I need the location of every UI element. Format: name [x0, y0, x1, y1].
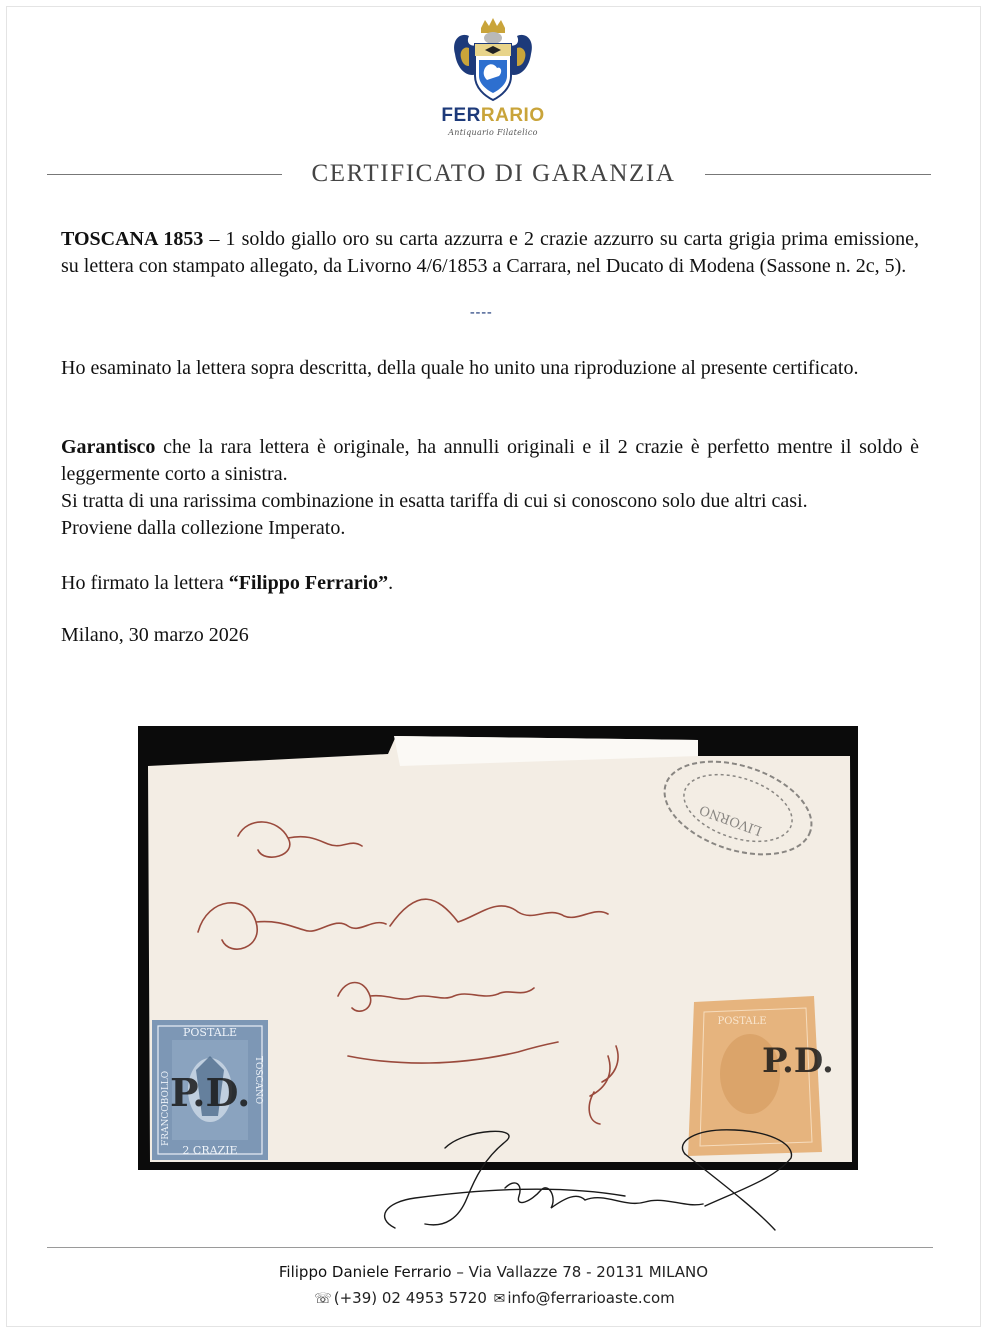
brand-name [393, 104, 593, 128]
item-description-text: – 1 soldo giallo oro su carta azzurra e 2 crazie azzurro su carta grigia prima emissione, su lettera con stampato allegato, da Livorno 4/6/1853 a Carrara, nel Ducato di Modena (Sassone n. 2c, 5). [61, 228, 920, 277]
blue-stamp-left-text: FRANCOBOLLO [161, 1070, 171, 1146]
mail-icon: ✉ [493, 1291, 506, 1307]
footer-dash: – [451, 1263, 469, 1281]
guarantee-text: che la rara lettera è originale, ha annulli originali e il 2 crazie è perfetto mentre il soldo è leggermente corto a sinistra. [61, 436, 919, 485]
footer-address-line [0, 1263, 987, 1281]
guarantee-line [61, 434, 919, 488]
brand-tagline: Antiquario Filatelico [448, 128, 538, 137]
footer-phone: (+39) 02 4953 5720 [333, 1289, 487, 1307]
guarantee-lead: Garantisco [61, 436, 156, 458]
footer-contact-line [0, 1289, 987, 1307]
certificate-title: CERTIFICATO DI GARANZIA [311, 160, 676, 187]
blue-stamp-top-text: POSTALE [183, 1026, 237, 1039]
rarity-line: Si tratta di una rarissima combinazione in esatta tariffa di cui si conoscono solo due altri casi. [61, 490, 808, 512]
letter-photo [138, 726, 858, 1170]
yellow-stamp-cancel: P.D. [762, 1041, 834, 1081]
footer-email: info@ferrarioaste.com [507, 1289, 675, 1307]
item-description [61, 226, 919, 280]
footer-address: Via Vallazze 78 - 20131 MILANO [468, 1263, 709, 1281]
blue-stamp-cancel: P.D. [170, 1070, 251, 1115]
phone-icon: ☏ [314, 1291, 332, 1307]
item-description-lead: TOSCANA 1853 [61, 228, 204, 250]
postmark-text: LIVORNO [697, 801, 765, 838]
footer-rule [47, 1247, 933, 1248]
title-rule-right [705, 174, 931, 175]
examination-statement: Ho esaminato la lettera sopra descritta, della quale ho unito una riproduzione al presente certificato. [61, 357, 859, 379]
signed-end: . [388, 572, 394, 594]
blue-stamp-bottom-text: 2 CRAZIE [182, 1144, 238, 1157]
brand-name-part1: FER [441, 105, 481, 126]
guarantee-statement [61, 434, 919, 542]
place-date: Milano, 30 marzo 2026 [61, 624, 249, 646]
ferrario-crest-logo [447, 14, 539, 106]
letter-photo-drawing [138, 726, 858, 1170]
signature-statement [61, 570, 919, 597]
brand-name-part2: RARIO [480, 105, 545, 126]
separator: ---- [470, 305, 493, 320]
signed-name: “Filippo Ferrario” [228, 572, 389, 594]
title-rule-left [47, 174, 282, 175]
blue-stamp-right-text: TOSCANO [253, 1056, 263, 1105]
footer-name: Filippo Daniele Ferrario [278, 1263, 452, 1281]
signature-filippo-ferrario [355, 1118, 795, 1248]
yellow-stamp-top-text: POSTALE [717, 1016, 767, 1027]
provenance-line: Proviene dalla collezione Imperato. [61, 517, 346, 539]
signed-text: Ho firmato la lettera [61, 572, 229, 594]
